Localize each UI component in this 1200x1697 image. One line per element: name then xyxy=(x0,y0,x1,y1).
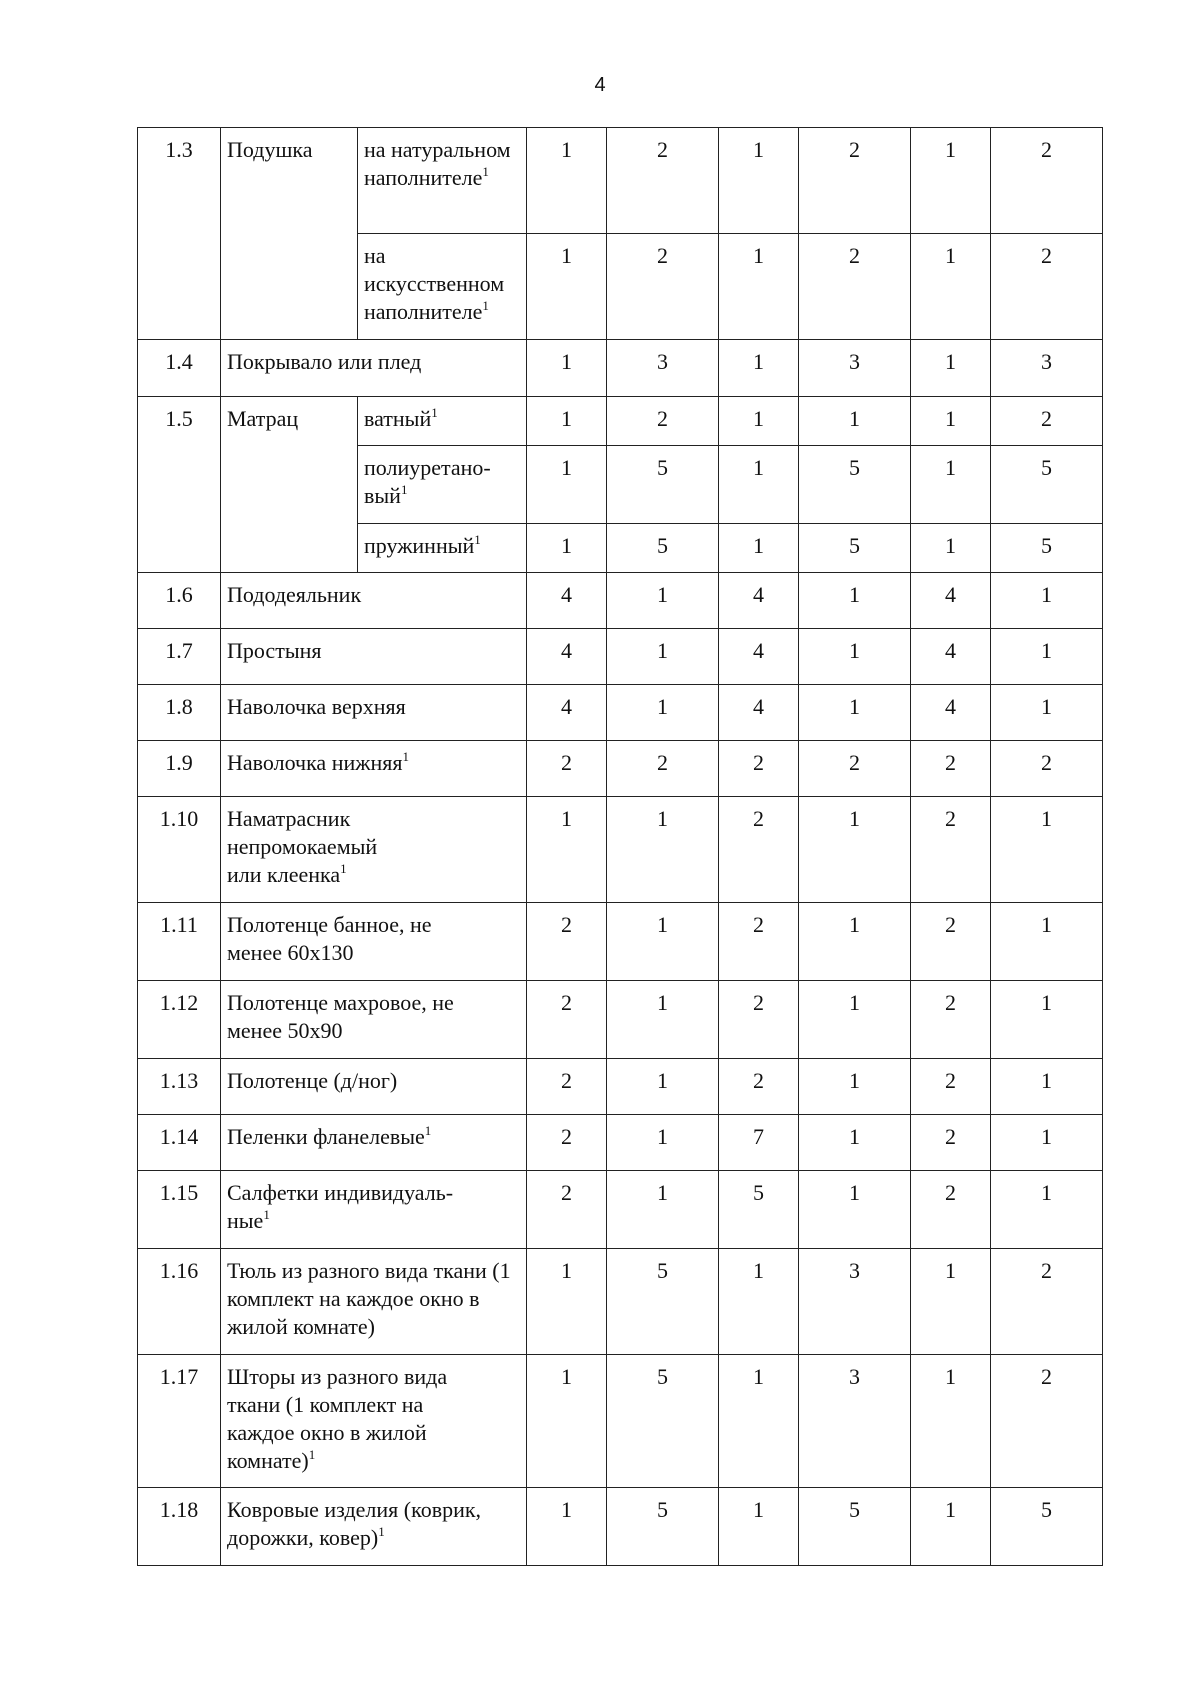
page-number: 4 xyxy=(594,74,606,96)
item-name: Наматрасник непромокаемый или клеенка$^1$ xyxy=(221,797,527,903)
footnote-mark: 1 xyxy=(308,1447,316,1462)
footnote-mark: 1 xyxy=(474,532,481,547)
row-number: 1.18 xyxy=(138,1488,221,1566)
value-cell: 2 xyxy=(911,741,991,797)
value-cell: 1 xyxy=(527,446,607,524)
table-row xyxy=(138,1171,1103,1249)
item-name: Пододеяльник xyxy=(221,573,527,629)
table-row xyxy=(138,397,1103,446)
value-cell: 1 xyxy=(527,397,607,446)
value-cell: 2 xyxy=(991,397,1103,446)
value-cell: 2 xyxy=(799,128,911,234)
item-subtype: на искусственном наполнителе$^1$ xyxy=(358,234,527,340)
value-cell: 1 xyxy=(527,340,607,397)
item-name: Тюль из разного вида ткани (1 комплект на каждое окно в жилой комнате) xyxy=(221,1249,527,1355)
value-cell: 1 xyxy=(799,1059,911,1115)
value-cell: 2 xyxy=(719,1059,799,1115)
value-cell: 5 xyxy=(607,1355,719,1488)
row-number: 1.13 xyxy=(138,1059,221,1115)
value-cell: 1 xyxy=(607,1115,719,1171)
value-cell: 1 xyxy=(607,903,719,981)
table-row xyxy=(138,340,1103,397)
value-cell: 3 xyxy=(799,1355,911,1488)
value-cell: 1 xyxy=(799,685,911,741)
value-cell: 2 xyxy=(719,741,799,797)
value-cell: 1 xyxy=(991,1059,1103,1115)
value-cell: 2 xyxy=(527,903,607,981)
value-cell: 1 xyxy=(607,1059,719,1115)
value-cell: 2 xyxy=(527,1115,607,1171)
row-number: 1.11 xyxy=(138,903,221,981)
value-cell: 5 xyxy=(991,1488,1103,1566)
value-cell: 2 xyxy=(911,903,991,981)
value-cell: 3 xyxy=(991,340,1103,397)
value-cell: 3 xyxy=(799,340,911,397)
table-row xyxy=(138,629,1103,685)
value-cell: 4 xyxy=(527,685,607,741)
value-cell: 1 xyxy=(911,446,991,524)
value-cell: 1 xyxy=(527,128,607,234)
value-cell: 1 xyxy=(527,1488,607,1566)
value-cell: 1 xyxy=(911,340,991,397)
table-row xyxy=(138,1249,1103,1355)
value-cell: 1 xyxy=(911,128,991,234)
value-cell: 1 xyxy=(911,1249,991,1355)
row-number: 1.5 xyxy=(138,397,221,573)
value-cell: 2 xyxy=(719,903,799,981)
value-cell: 1 xyxy=(607,573,719,629)
table-row xyxy=(138,1488,1103,1566)
item-name: Наволочка нижняя$^1$ xyxy=(221,741,527,797)
item-name: Покрывало или плед xyxy=(221,340,527,397)
item-subtype: на натуральном наполнителе$^1$ xyxy=(358,128,527,234)
footnote-mark: 1 xyxy=(402,749,409,764)
value-cell: 4 xyxy=(911,629,991,685)
value-cell: 1 xyxy=(719,1355,799,1488)
value-cell: 1 xyxy=(911,234,991,340)
row-number: 1.14 xyxy=(138,1115,221,1171)
value-cell: 1 xyxy=(607,629,719,685)
value-cell: 1 xyxy=(799,903,911,981)
value-cell: 1 xyxy=(719,446,799,524)
value-cell: 2 xyxy=(911,1171,991,1249)
footnote-mark: 1 xyxy=(482,164,489,179)
value-cell: 1 xyxy=(991,573,1103,629)
value-cell: 2 xyxy=(991,128,1103,234)
value-cell: 1 xyxy=(527,234,607,340)
value-cell: 1 xyxy=(719,397,799,446)
value-cell: 2 xyxy=(607,397,719,446)
value-cell: 7 xyxy=(719,1115,799,1171)
table-row xyxy=(138,903,1103,981)
value-cell: 2 xyxy=(607,741,719,797)
value-cell: 1 xyxy=(991,903,1103,981)
value-cell: 1 xyxy=(991,981,1103,1059)
table-row xyxy=(138,981,1103,1059)
item-name: Пеленки фланелевые$^1$ xyxy=(221,1115,527,1171)
item-name: Простыня xyxy=(221,629,527,685)
value-cell: 4 xyxy=(719,685,799,741)
table-row xyxy=(138,1355,1103,1488)
value-cell: 5 xyxy=(607,1488,719,1566)
row-number: 1.8 xyxy=(138,685,221,741)
value-cell: 5 xyxy=(607,1249,719,1355)
footnote-mark: 1 xyxy=(424,1123,432,1138)
value-cell: 5 xyxy=(607,446,719,524)
value-cell: 1 xyxy=(799,1115,911,1171)
value-cell: 1 xyxy=(719,524,799,573)
value-cell: 1 xyxy=(991,629,1103,685)
table-row xyxy=(138,1115,1103,1171)
value-cell: 4 xyxy=(527,629,607,685)
value-cell: 2 xyxy=(911,797,991,903)
value-cell: 4 xyxy=(719,629,799,685)
item-name: Салфетки индивидуаль-ные$^1$ xyxy=(221,1171,527,1249)
value-cell: 2 xyxy=(527,741,607,797)
footnote-mark: 1 xyxy=(263,1207,270,1222)
row-number: 1.6 xyxy=(138,573,221,629)
value-cell: 5 xyxy=(991,446,1103,524)
table-row xyxy=(138,128,1103,234)
item-name: Ковровые изделия (коврик, дорожки, ковер)$^1$ xyxy=(221,1488,527,1566)
value-cell: 1 xyxy=(799,797,911,903)
value-cell: 1 xyxy=(799,397,911,446)
value-cell: 1 xyxy=(527,1355,607,1488)
item-name: Шторы из разного вида ткани (1 комплект на каждое окно в жилой комнате)$^1$ xyxy=(221,1355,527,1488)
value-cell: 1 xyxy=(719,234,799,340)
value-cell: 1 xyxy=(799,629,911,685)
value-cell: 1 xyxy=(607,797,719,903)
footnote-mark: 1 xyxy=(378,1524,385,1539)
value-cell: 1 xyxy=(799,981,911,1059)
value-cell: 4 xyxy=(911,573,991,629)
value-cell: 1 xyxy=(991,1171,1103,1249)
value-cell: 4 xyxy=(527,573,607,629)
value-cell: 1 xyxy=(911,397,991,446)
value-cell: 1 xyxy=(719,1488,799,1566)
value-cell: 5 xyxy=(799,1488,911,1566)
item-name: Полотенце (д/ног) xyxy=(221,1059,527,1115)
value-cell: 2 xyxy=(799,234,911,340)
value-cell: 1 xyxy=(991,685,1103,741)
row-number: 1.12 xyxy=(138,981,221,1059)
value-cell: 1 xyxy=(527,524,607,573)
value-cell: 1 xyxy=(719,340,799,397)
items-table xyxy=(137,127,1103,1566)
value-cell: 2 xyxy=(799,741,911,797)
row-number: 1.15 xyxy=(138,1171,221,1249)
value-cell: 2 xyxy=(991,1249,1103,1355)
item-name: Полотенце банное, не менее 60х130 xyxy=(221,903,527,981)
item-name: Матрац xyxy=(221,397,358,573)
footnote-mark: 1 xyxy=(340,861,347,876)
table-row xyxy=(138,573,1103,629)
value-cell: 1 xyxy=(607,1171,719,1249)
item-name: Наволочка верхняя xyxy=(221,685,527,741)
value-cell: 1 xyxy=(799,573,911,629)
value-cell: 2 xyxy=(991,1355,1103,1488)
value-cell: 4 xyxy=(911,685,991,741)
value-cell: 1 xyxy=(719,128,799,234)
value-cell: 5 xyxy=(607,524,719,573)
value-cell: 1 xyxy=(911,1355,991,1488)
item-name: Подушка xyxy=(221,128,358,340)
value-cell: 1 xyxy=(527,797,607,903)
value-cell: 2 xyxy=(607,234,719,340)
value-cell: 1 xyxy=(527,1249,607,1355)
value-cell: 2 xyxy=(991,741,1103,797)
value-cell: 2 xyxy=(991,234,1103,340)
value-cell: 5 xyxy=(719,1171,799,1249)
table-row xyxy=(138,685,1103,741)
value-cell: 3 xyxy=(607,340,719,397)
value-cell: 2 xyxy=(911,981,991,1059)
item-subtype: пружинный$^1$ xyxy=(358,524,527,573)
table-row xyxy=(138,741,1103,797)
value-cell: 5 xyxy=(799,446,911,524)
value-cell: 2 xyxy=(527,1171,607,1249)
value-cell: 1 xyxy=(991,1115,1103,1171)
value-cell: 1 xyxy=(991,797,1103,903)
table-row xyxy=(138,797,1103,903)
item-subtype: полиуретано-вый$^1$ xyxy=(358,446,527,524)
row-number: 1.7 xyxy=(138,629,221,685)
footnote-mark: 1 xyxy=(400,482,408,497)
item-subtype: ватный$^1$ xyxy=(358,397,527,446)
row-number: 1.10 xyxy=(138,797,221,903)
value-cell: 2 xyxy=(719,797,799,903)
row-number: 1.9 xyxy=(138,741,221,797)
value-cell: 2 xyxy=(911,1059,991,1115)
value-cell: 3 xyxy=(799,1249,911,1355)
value-cell: 1 xyxy=(799,1171,911,1249)
item-name: Полотенце махровое, не менее 50х90 xyxy=(221,981,527,1059)
value-cell: 2 xyxy=(527,981,607,1059)
row-number: 1.17 xyxy=(138,1355,221,1488)
value-cell: 2 xyxy=(719,981,799,1059)
value-cell: 1 xyxy=(719,1249,799,1355)
value-cell: 1 xyxy=(607,685,719,741)
row-number: 1.4 xyxy=(138,340,221,397)
value-cell: 4 xyxy=(719,573,799,629)
value-cell: 1 xyxy=(607,981,719,1059)
value-cell: 1 xyxy=(911,1488,991,1566)
value-cell: 5 xyxy=(799,524,911,573)
value-cell: 2 xyxy=(911,1115,991,1171)
value-cell: 5 xyxy=(991,524,1103,573)
value-cell: 2 xyxy=(607,128,719,234)
value-cell: 2 xyxy=(527,1059,607,1115)
row-number: 1.16 xyxy=(138,1249,221,1355)
footnote-mark: 1 xyxy=(482,298,489,313)
footnote-mark: 1 xyxy=(431,405,438,420)
table-row xyxy=(138,1059,1103,1115)
row-number: 1.3 xyxy=(138,128,221,340)
value-cell: 1 xyxy=(911,524,991,573)
